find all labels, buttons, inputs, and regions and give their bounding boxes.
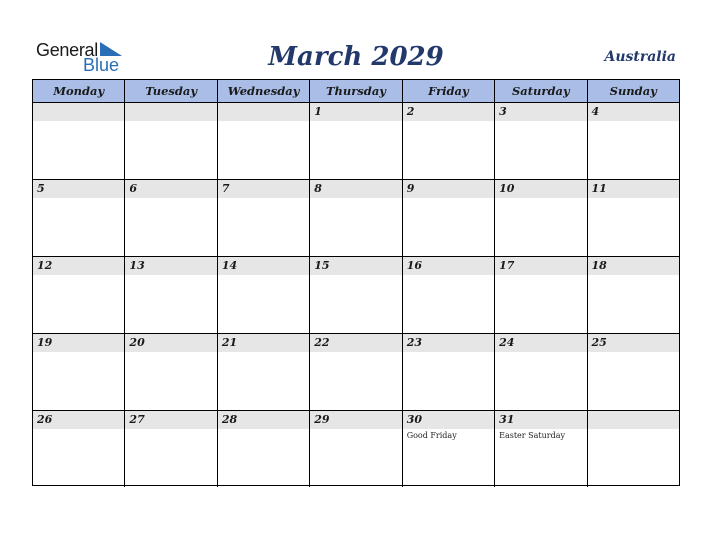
day-cell [33,334,125,410]
day-number: 30 [406,413,422,426]
holiday-label: Good Friday [406,431,457,440]
day-cell [218,180,310,256]
day-number: 15 [314,259,330,272]
day-header-band [33,180,124,198]
day-cell [588,257,679,333]
day-cell [403,334,495,410]
day-header-band [495,103,586,121]
day-cell [310,411,402,487]
day-header-band [125,103,216,121]
day-header-band [403,180,494,198]
day-cell [310,103,402,179]
day-number: 13 [129,259,145,272]
day-header-band [403,103,494,121]
day-cell [218,103,310,179]
day-cell [495,334,587,410]
weekday-header: Monday [33,80,125,102]
day-number: 1 [314,105,322,118]
logo-text-general: General [36,40,98,60]
day-header-band [588,411,679,429]
day-number: 19 [37,336,53,349]
day-number: 3 [499,105,507,118]
day-cell [218,411,310,487]
day-number: 17 [499,259,515,272]
day-number: 14 [221,259,238,272]
day-cell [495,257,587,333]
day-header-band [218,180,309,198]
country-label: Australia [604,49,676,65]
day-number: 22 [314,336,330,349]
day-cell [403,103,495,179]
week-row [33,257,679,334]
day-cell [588,411,679,487]
weekday-header-row [33,80,679,103]
day-cell [125,334,217,410]
day-cell [588,180,679,256]
day-cell [310,334,402,410]
weekday-header: Thursday [310,80,402,102]
day-cell [403,411,495,487]
day-cell [403,180,495,256]
day-number: 12 [37,259,53,272]
day-number: 10 [499,182,515,195]
day-cell [33,411,125,487]
day-number: 18 [591,259,607,272]
weekday-header: Friday [403,80,495,102]
calendar-grid [32,79,680,486]
day-number: 27 [129,413,145,426]
day-number: 31 [499,413,515,426]
day-number: 11 [591,182,607,195]
day-cell [495,411,587,487]
day-number: 16 [406,259,422,272]
day-cell [403,257,495,333]
calendar-title: March 2029 [268,42,444,72]
day-number: 28 [221,413,238,426]
day-cell [33,180,125,256]
day-cell [310,257,402,333]
day-header-band [310,180,401,198]
day-header-band [125,180,216,198]
day-cell [495,103,587,179]
day-number: 25 [591,336,607,349]
week-row [33,103,679,180]
logo-text-blue: Blue [83,55,120,75]
day-header-band [588,103,679,121]
day-header-band [33,103,124,121]
holiday-label: Easter Saturday [499,431,565,440]
day-number: 7 [221,182,230,195]
weekday-header: Saturday [495,80,587,102]
day-cell [33,103,125,179]
day-cell [588,334,679,410]
day-number: 20 [129,336,145,349]
week-row [33,180,679,257]
day-header-band [310,103,401,121]
day-number: 23 [406,336,422,349]
day-cell [125,180,217,256]
day-cell [125,257,217,333]
day-cell [218,257,310,333]
day-cell [495,180,587,256]
day-number: 4 [591,105,600,118]
day-cell [310,180,402,256]
day-cell [125,103,217,179]
week-row [33,334,679,411]
day-number: 21 [221,336,238,349]
day-cell [33,257,125,333]
week-row [33,411,679,487]
day-number: 9 [406,182,415,195]
day-number: 2 [406,105,415,118]
day-number: 29 [314,413,330,426]
day-number: 26 [37,413,53,426]
day-number: 5 [37,182,45,195]
day-cell [125,411,217,487]
weeks-container [33,103,679,487]
weekday-header: Tuesday [125,80,217,102]
day-cell [218,334,310,410]
day-cell [588,103,679,179]
weekday-header: Sunday [609,84,657,98]
day-number: 24 [499,336,515,349]
day-number: 8 [314,182,322,195]
day-header-band [218,103,309,121]
weekday-header: Wednesday [218,80,310,102]
day-number: 6 [129,182,138,195]
